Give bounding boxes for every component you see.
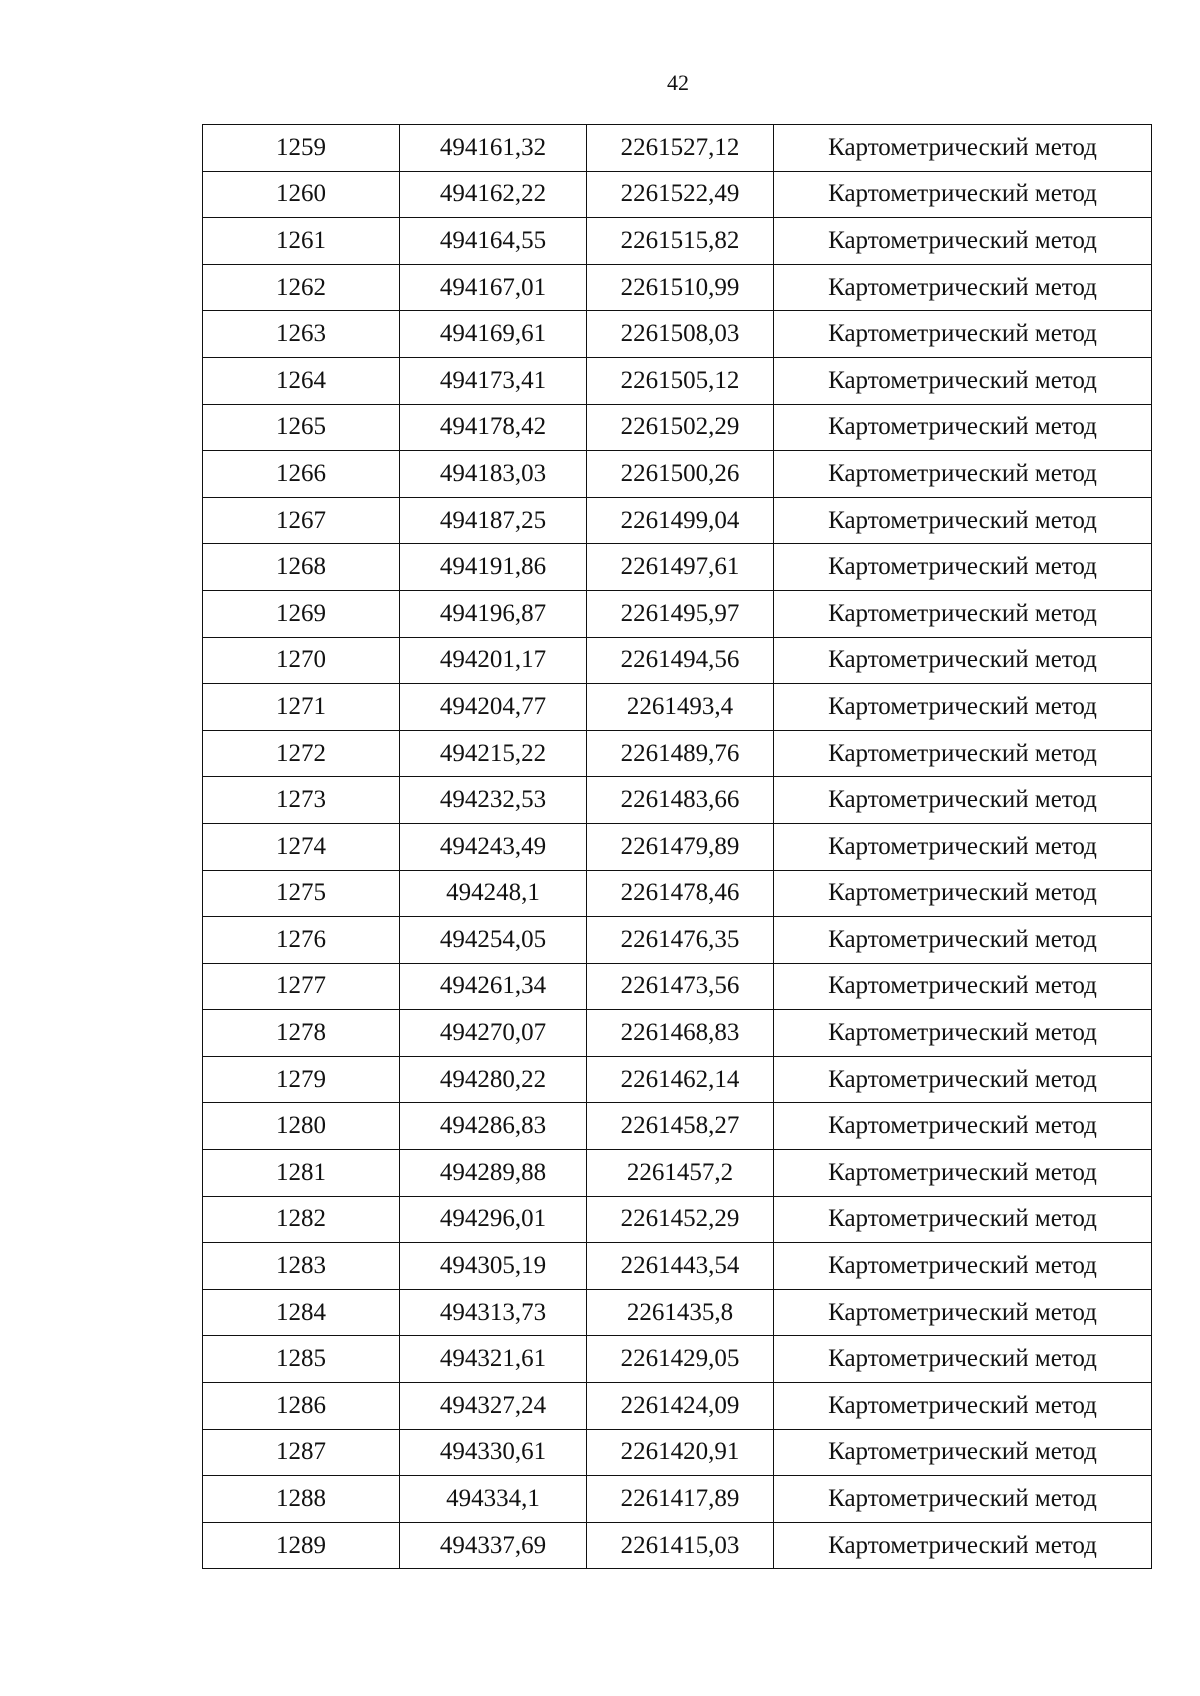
method-cell: Картометрический метод — [774, 823, 1152, 870]
y-coordinate-cell: 2261424,09 — [587, 1383, 774, 1430]
x-coordinate-cell: 494270,07 — [400, 1010, 587, 1057]
method-cell: Картометрический метод — [774, 917, 1152, 964]
y-coordinate-cell: 2261429,05 — [587, 1336, 774, 1383]
method-cell: Картометрический метод — [774, 1289, 1152, 1336]
table-row — [203, 1522, 1152, 1569]
table-row — [203, 171, 1152, 218]
table-row — [203, 1010, 1152, 1057]
y-coordinate-cell: 2261457,2 — [587, 1150, 774, 1197]
point-number-cell: 1263 — [203, 311, 400, 358]
table-row — [203, 1476, 1152, 1523]
table-row — [203, 684, 1152, 731]
point-number-cell: 1289 — [203, 1522, 400, 1569]
method-cell: Картометрический метод — [774, 1522, 1152, 1569]
point-number-cell: 1275 — [203, 870, 400, 917]
point-number-cell: 1285 — [203, 1336, 400, 1383]
table-row — [203, 1429, 1152, 1476]
point-number-cell: 1279 — [203, 1056, 400, 1103]
point-number-cell: 1272 — [203, 730, 400, 777]
table-row — [203, 451, 1152, 498]
method-cell: Картометрический метод — [774, 311, 1152, 358]
y-coordinate-cell: 2261468,83 — [587, 1010, 774, 1057]
point-number-cell: 1287 — [203, 1429, 400, 1476]
table-row — [203, 1196, 1152, 1243]
x-coordinate-cell: 494191,86 — [400, 544, 587, 591]
method-cell: Картометрический метод — [774, 730, 1152, 777]
method-cell: Картометрический метод — [774, 1056, 1152, 1103]
method-cell: Картометрический метод — [774, 497, 1152, 544]
method-cell: Картометрический метод — [774, 1336, 1152, 1383]
coordinates-table — [202, 124, 1152, 1569]
method-cell: Картометрический метод — [774, 451, 1152, 498]
y-coordinate-cell: 2261497,61 — [587, 544, 774, 591]
y-coordinate-cell: 2261499,04 — [587, 497, 774, 544]
table-row — [203, 357, 1152, 404]
table-row — [203, 218, 1152, 265]
table-row — [203, 125, 1152, 172]
y-coordinate-cell: 2261489,76 — [587, 730, 774, 777]
x-coordinate-cell: 494280,22 — [400, 1056, 587, 1103]
method-cell: Картометрический метод — [774, 544, 1152, 591]
method-cell: Картометрический метод — [774, 404, 1152, 451]
x-coordinate-cell: 494321,61 — [400, 1336, 587, 1383]
point-number-cell: 1273 — [203, 777, 400, 824]
x-coordinate-cell: 494232,53 — [400, 777, 587, 824]
x-coordinate-cell: 494313,73 — [400, 1289, 587, 1336]
table-row — [203, 823, 1152, 870]
x-coordinate-cell: 494196,87 — [400, 590, 587, 637]
method-cell: Картометрический метод — [774, 637, 1152, 684]
y-coordinate-cell: 2261500,26 — [587, 451, 774, 498]
y-coordinate-cell: 2261458,27 — [587, 1103, 774, 1150]
y-coordinate-cell: 2261478,46 — [587, 870, 774, 917]
method-cell: Картометрический метод — [774, 125, 1152, 172]
method-cell: Картометрический метод — [774, 264, 1152, 311]
method-cell: Картометрический метод — [774, 963, 1152, 1010]
table-row — [203, 777, 1152, 824]
y-coordinate-cell: 2261420,91 — [587, 1429, 774, 1476]
method-cell: Картометрический метод — [774, 1383, 1152, 1430]
x-coordinate-cell: 494162,22 — [400, 171, 587, 218]
point-number-cell: 1281 — [203, 1150, 400, 1197]
table-row — [203, 963, 1152, 1010]
point-number-cell: 1278 — [203, 1010, 400, 1057]
y-coordinate-cell: 2261473,56 — [587, 963, 774, 1010]
y-coordinate-cell: 2261443,54 — [587, 1243, 774, 1290]
table-row — [203, 311, 1152, 358]
x-coordinate-cell: 494161,32 — [400, 125, 587, 172]
x-coordinate-cell: 494337,69 — [400, 1522, 587, 1569]
x-coordinate-cell: 494169,61 — [400, 311, 587, 358]
x-coordinate-cell: 494305,19 — [400, 1243, 587, 1290]
x-coordinate-cell: 494330,61 — [400, 1429, 587, 1476]
y-coordinate-cell: 2261515,82 — [587, 218, 774, 265]
table-row — [203, 1289, 1152, 1336]
point-number-cell: 1266 — [203, 451, 400, 498]
point-number-cell: 1288 — [203, 1476, 400, 1523]
point-number-cell: 1262 — [203, 264, 400, 311]
table-row — [203, 1056, 1152, 1103]
method-cell: Картометрический метод — [774, 590, 1152, 637]
y-coordinate-cell: 2261505,12 — [587, 357, 774, 404]
y-coordinate-cell: 2261494,56 — [587, 637, 774, 684]
y-coordinate-cell: 2261415,03 — [587, 1522, 774, 1569]
table-row — [203, 544, 1152, 591]
x-coordinate-cell: 494243,49 — [400, 823, 587, 870]
method-cell: Картометрический метод — [774, 1476, 1152, 1523]
method-cell: Картометрический метод — [774, 684, 1152, 731]
point-number-cell: 1259 — [203, 125, 400, 172]
method-cell: Картометрический метод — [774, 1243, 1152, 1290]
point-number-cell: 1286 — [203, 1383, 400, 1430]
y-coordinate-cell: 2261479,89 — [587, 823, 774, 870]
table-row — [203, 1383, 1152, 1430]
x-coordinate-cell: 494254,05 — [400, 917, 587, 964]
method-cell: Картометрический метод — [774, 171, 1152, 218]
y-coordinate-cell: 2261527,12 — [587, 125, 774, 172]
method-cell: Картометрический метод — [774, 218, 1152, 265]
y-coordinate-cell: 2261495,97 — [587, 590, 774, 637]
table-row — [203, 590, 1152, 637]
x-coordinate-cell: 494204,77 — [400, 684, 587, 731]
y-coordinate-cell: 2261483,66 — [587, 777, 774, 824]
method-cell: Картометрический метод — [774, 870, 1152, 917]
method-cell: Картометрический метод — [774, 1150, 1152, 1197]
table-row — [203, 404, 1152, 451]
point-number-cell: 1277 — [203, 963, 400, 1010]
x-coordinate-cell: 494183,03 — [400, 451, 587, 498]
table-row — [203, 264, 1152, 311]
table-row — [203, 1243, 1152, 1290]
point-number-cell: 1270 — [203, 637, 400, 684]
point-number-cell: 1283 — [203, 1243, 400, 1290]
x-coordinate-cell: 494248,1 — [400, 870, 587, 917]
x-coordinate-cell: 494327,24 — [400, 1383, 587, 1430]
x-coordinate-cell: 494334,1 — [400, 1476, 587, 1523]
x-coordinate-cell: 494178,42 — [400, 404, 587, 451]
point-number-cell: 1276 — [203, 917, 400, 964]
method-cell: Картометрический метод — [774, 1010, 1152, 1057]
point-number-cell: 1268 — [203, 544, 400, 591]
table-row — [203, 637, 1152, 684]
y-coordinate-cell: 2261510,99 — [587, 264, 774, 311]
method-cell: Картометрический метод — [774, 777, 1152, 824]
x-coordinate-cell: 494286,83 — [400, 1103, 587, 1150]
point-number-cell: 1280 — [203, 1103, 400, 1150]
y-coordinate-cell: 2261435,8 — [587, 1289, 774, 1336]
point-number-cell: 1264 — [203, 357, 400, 404]
y-coordinate-cell: 2261462,14 — [587, 1056, 774, 1103]
x-coordinate-cell: 494201,17 — [400, 637, 587, 684]
point-number-cell: 1271 — [203, 684, 400, 731]
point-number-cell: 1261 — [203, 218, 400, 265]
table-row — [203, 497, 1152, 544]
x-coordinate-cell: 494187,25 — [400, 497, 587, 544]
point-number-cell: 1260 — [203, 171, 400, 218]
y-coordinate-cell: 2261452,29 — [587, 1196, 774, 1243]
y-coordinate-cell: 2261417,89 — [587, 1476, 774, 1523]
y-coordinate-cell: 2261493,4 — [587, 684, 774, 731]
y-coordinate-cell: 2261476,35 — [587, 917, 774, 964]
table-row — [203, 1336, 1152, 1383]
table-row — [203, 917, 1152, 964]
point-number-cell: 1284 — [203, 1289, 400, 1336]
coordinates-table-body — [203, 125, 1152, 1569]
page-number: 42 — [667, 70, 689, 95]
point-number-cell: 1269 — [203, 590, 400, 637]
table-row — [203, 870, 1152, 917]
x-coordinate-cell: 494261,34 — [400, 963, 587, 1010]
table-row — [203, 1103, 1152, 1150]
y-coordinate-cell: 2261502,29 — [587, 404, 774, 451]
method-cell: Картометрический метод — [774, 357, 1152, 404]
point-number-cell: 1282 — [203, 1196, 400, 1243]
point-number-cell: 1265 — [203, 404, 400, 451]
x-coordinate-cell: 494173,41 — [400, 357, 587, 404]
x-coordinate-cell: 494164,55 — [400, 218, 587, 265]
point-number-cell: 1267 — [203, 497, 400, 544]
point-number-cell: 1274 — [203, 823, 400, 870]
x-coordinate-cell: 494215,22 — [400, 730, 587, 777]
x-coordinate-cell: 494296,01 — [400, 1196, 587, 1243]
method-cell: Картометрический метод — [774, 1429, 1152, 1476]
table-row — [203, 1150, 1152, 1197]
x-coordinate-cell: 494289,88 — [400, 1150, 587, 1197]
y-coordinate-cell: 2261508,03 — [587, 311, 774, 358]
method-cell: Картометрический метод — [774, 1196, 1152, 1243]
table-row — [203, 730, 1152, 777]
y-coordinate-cell: 2261522,49 — [587, 171, 774, 218]
x-coordinate-cell: 494167,01 — [400, 264, 587, 311]
method-cell: Картометрический метод — [774, 1103, 1152, 1150]
